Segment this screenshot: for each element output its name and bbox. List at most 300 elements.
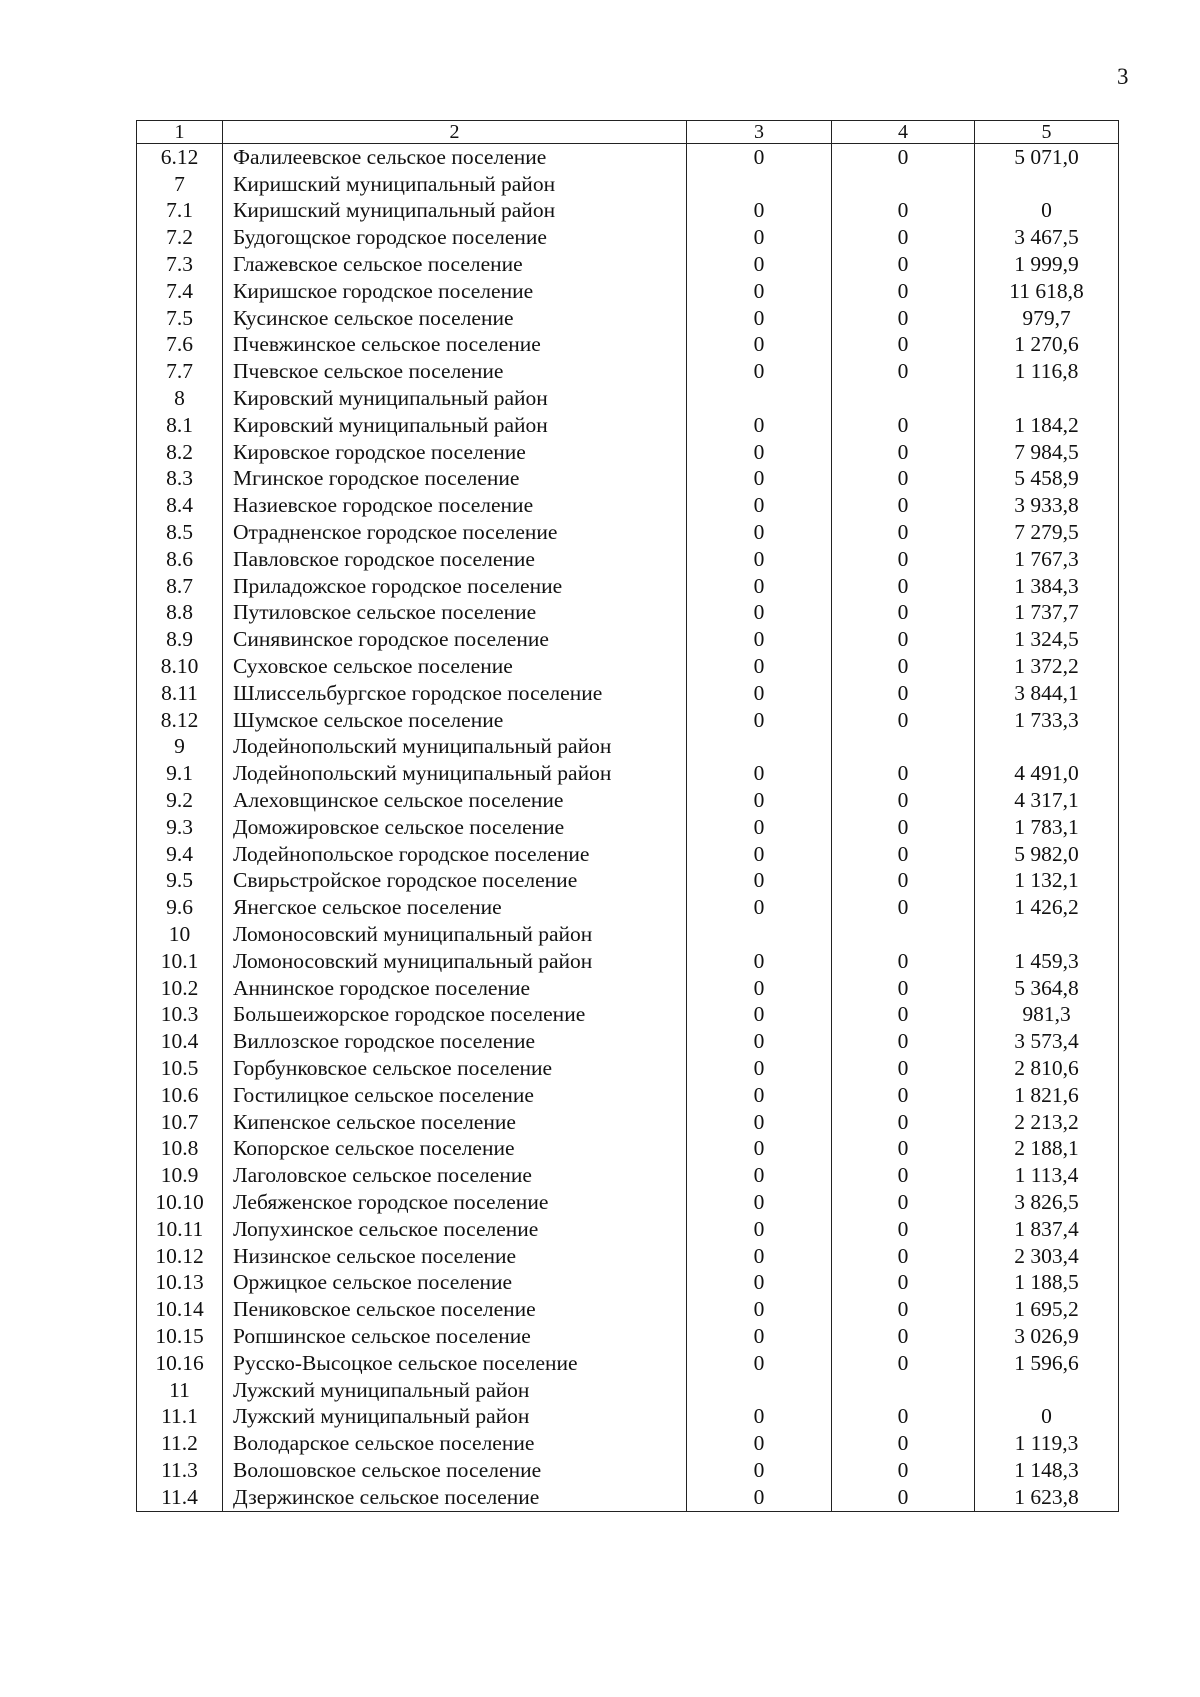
col4-cell: 0: [832, 546, 975, 573]
table-row: [137, 466, 1119, 493]
name-cell: Шлиссельбургское городское поселение: [223, 680, 687, 707]
table-row: [137, 198, 1119, 225]
col5-cell: 3 026,9: [975, 1323, 1119, 1350]
name-cell: Гостилицкое сельское поселение: [223, 1082, 687, 1109]
col5-cell: 1 426,2: [975, 894, 1119, 921]
name-cell: Лужский муниципальный район: [223, 1377, 687, 1404]
name-cell: Ломоносовский муниципальный район: [223, 921, 687, 948]
row-number-cell: 11: [137, 1377, 223, 1404]
header-cell-1: 1: [137, 121, 223, 144]
row-number-cell: 10.16: [137, 1350, 223, 1377]
col3-cell: 0: [687, 1269, 832, 1296]
name-cell: Володарское сельское поселение: [223, 1430, 687, 1457]
table-row: [137, 1028, 1119, 1055]
table-row: [137, 1350, 1119, 1377]
col3-cell: [687, 385, 832, 412]
table-row: [137, 894, 1119, 921]
col5-cell: 1 737,7: [975, 600, 1119, 627]
col5-cell: 11 618,8: [975, 278, 1119, 305]
row-number-cell: 8.4: [137, 492, 223, 519]
row-number-cell: 10.14: [137, 1296, 223, 1323]
col4-cell: 0: [832, 600, 975, 627]
row-number-cell: 8.12: [137, 707, 223, 734]
row-number-cell: 6.12: [137, 144, 223, 171]
name-cell: Пчевское сельское поселение: [223, 358, 687, 385]
col3-cell: 0: [687, 653, 832, 680]
name-cell: Ропшинское сельское поселение: [223, 1323, 687, 1350]
col5-cell: 5 458,9: [975, 466, 1119, 493]
col3-cell: 0: [687, 573, 832, 600]
col3-cell: 0: [687, 251, 832, 278]
col4-cell: 0: [832, 198, 975, 225]
name-cell: Свирьстройское городское поселение: [223, 868, 687, 895]
row-number-cell: 10.4: [137, 1028, 223, 1055]
col3-cell: 0: [687, 546, 832, 573]
row-number-cell: 11.2: [137, 1430, 223, 1457]
name-cell: Кусинское сельское поселение: [223, 305, 687, 332]
col5-cell: [975, 171, 1119, 198]
row-number-cell: 10.11: [137, 1216, 223, 1243]
table-row: [137, 332, 1119, 359]
row-number-cell: 10.6: [137, 1082, 223, 1109]
table-row: [137, 519, 1119, 546]
col5-cell: 981,3: [975, 1002, 1119, 1029]
col5-cell: 1 733,3: [975, 707, 1119, 734]
col5-cell: 3 844,1: [975, 680, 1119, 707]
name-cell: Виллозское городское поселение: [223, 1028, 687, 1055]
col3-cell: 0: [687, 1296, 832, 1323]
col5-cell: 1 695,2: [975, 1296, 1119, 1323]
table-row: [137, 144, 1119, 171]
row-number-cell: 7.1: [137, 198, 223, 225]
name-cell: Лебяженское городское поселение: [223, 1189, 687, 1216]
col3-cell: 0: [687, 868, 832, 895]
col3-cell: 0: [687, 948, 832, 975]
row-number-cell: 11.4: [137, 1484, 223, 1511]
col3-cell: 0: [687, 412, 832, 439]
name-cell: Лопухинское сельское поселение: [223, 1216, 687, 1243]
table-row: [137, 707, 1119, 734]
table-row: [137, 975, 1119, 1002]
col4-cell: 0: [832, 653, 975, 680]
name-cell: Дзержинское сельское поселение: [223, 1484, 687, 1511]
row-number-cell: 9: [137, 734, 223, 761]
row-number-cell: 10.9: [137, 1162, 223, 1189]
col3-cell: [687, 171, 832, 198]
row-number-cell: 8.11: [137, 680, 223, 707]
col3-cell: 0: [687, 1216, 832, 1243]
table-row: [137, 626, 1119, 653]
col5-cell: 1 132,1: [975, 868, 1119, 895]
col4-cell: 0: [832, 1243, 975, 1270]
col5-cell: 0: [975, 198, 1119, 225]
row-number-cell: 8.7: [137, 573, 223, 600]
col5-cell: 1 783,1: [975, 814, 1119, 841]
col3-cell: 0: [687, 600, 832, 627]
row-number-cell: 9.4: [137, 841, 223, 868]
col5-cell: 1 113,4: [975, 1162, 1119, 1189]
col3-cell: 0: [687, 841, 832, 868]
table-row: [137, 1055, 1119, 1082]
name-cell: Мгинское городское поселение: [223, 466, 687, 493]
row-number-cell: 8.10: [137, 653, 223, 680]
col3-cell: 0: [687, 278, 832, 305]
name-cell: Алеховщинское сельское поселение: [223, 787, 687, 814]
row-number-cell: 8.3: [137, 466, 223, 493]
col4-cell: [832, 171, 975, 198]
col4-cell: 0: [832, 1135, 975, 1162]
col5-cell: 1 384,3: [975, 573, 1119, 600]
name-cell: Кировский муниципальный район: [223, 412, 687, 439]
col5-cell: 1 999,9: [975, 251, 1119, 278]
table-row: [137, 385, 1119, 412]
header-cell-4: 4: [832, 121, 975, 144]
table-row: [137, 171, 1119, 198]
name-cell: Лодейнопольский муниципальный район: [223, 734, 687, 761]
table-row: [137, 814, 1119, 841]
table-row: [137, 439, 1119, 466]
col3-cell: 0: [687, 224, 832, 251]
col5-cell: 1 188,5: [975, 1269, 1119, 1296]
table-row: [137, 1082, 1119, 1109]
col3-cell: 0: [687, 1109, 832, 1136]
table-row: [137, 1135, 1119, 1162]
table-row: [137, 760, 1119, 787]
col3-cell: 0: [687, 975, 832, 1002]
row-number-cell: 10.15: [137, 1323, 223, 1350]
table-row: [137, 600, 1119, 627]
col5-cell: 3 826,5: [975, 1189, 1119, 1216]
name-cell: Путиловское сельское поселение: [223, 600, 687, 627]
col5-cell: 3 573,4: [975, 1028, 1119, 1055]
col5-cell: 2 303,4: [975, 1243, 1119, 1270]
name-cell: Лаголовское сельское поселение: [223, 1162, 687, 1189]
name-cell: Будогощское городское поселение: [223, 224, 687, 251]
row-number-cell: 10: [137, 921, 223, 948]
table-row: [137, 573, 1119, 600]
col5-cell: 0: [975, 1403, 1119, 1430]
name-cell: Пчевжинское сельское поселение: [223, 332, 687, 359]
col3-cell: 0: [687, 1135, 832, 1162]
table-row: [137, 1189, 1119, 1216]
col5-cell: [975, 385, 1119, 412]
col4-cell: [832, 921, 975, 948]
name-cell: Приладожское городское поселение: [223, 573, 687, 600]
col4-cell: 0: [832, 358, 975, 385]
col5-cell: [975, 734, 1119, 761]
col4-cell: 0: [832, 332, 975, 359]
name-cell: Павловское городское поселение: [223, 546, 687, 573]
col4-cell: 0: [832, 1162, 975, 1189]
table-row: [137, 1296, 1119, 1323]
row-number-cell: 7.5: [137, 305, 223, 332]
name-cell: Фалилеевское сельское поселение: [223, 144, 687, 171]
table-row: [137, 948, 1119, 975]
col4-cell: 0: [832, 519, 975, 546]
col5-cell: 1 119,3: [975, 1430, 1119, 1457]
name-cell: Суховское сельское поселение: [223, 653, 687, 680]
name-cell: Лодейнопольское городское поселение: [223, 841, 687, 868]
col4-cell: 0: [832, 278, 975, 305]
col4-cell: 0: [832, 1002, 975, 1029]
row-number-cell: 8.8: [137, 600, 223, 627]
row-number-cell: 9.6: [137, 894, 223, 921]
col4-cell: 0: [832, 760, 975, 787]
col4-cell: [832, 385, 975, 412]
col3-cell: 0: [687, 1430, 832, 1457]
col4-cell: 0: [832, 144, 975, 171]
table-row: [137, 278, 1119, 305]
name-cell: Ломоносовский муниципальный район: [223, 948, 687, 975]
col4-cell: 0: [832, 573, 975, 600]
col4-cell: 0: [832, 1189, 975, 1216]
name-cell: Кипенское сельское поселение: [223, 1109, 687, 1136]
table-row: [137, 921, 1119, 948]
col4-cell: 0: [832, 1296, 975, 1323]
row-number-cell: 11.1: [137, 1403, 223, 1430]
header-cell-2: 2: [223, 121, 687, 144]
row-number-cell: 10.13: [137, 1269, 223, 1296]
col5-cell: [975, 1377, 1119, 1404]
table-row: [137, 546, 1119, 573]
col5-cell: 7 984,5: [975, 439, 1119, 466]
col4-cell: 0: [832, 1350, 975, 1377]
col3-cell: 0: [687, 332, 832, 359]
col4-cell: 0: [832, 948, 975, 975]
name-cell: Горбунковское сельское поселение: [223, 1055, 687, 1082]
row-number-cell: 8.2: [137, 439, 223, 466]
name-cell: Шумское сельское поселение: [223, 707, 687, 734]
col4-cell: 0: [832, 841, 975, 868]
table-row: [137, 841, 1119, 868]
col4-cell: 0: [832, 1109, 975, 1136]
name-cell: Доможировское сельское поселение: [223, 814, 687, 841]
table-row: [137, 868, 1119, 895]
col5-cell: 3 933,8: [975, 492, 1119, 519]
table-row: [137, 1430, 1119, 1457]
row-number-cell: 8.5: [137, 519, 223, 546]
row-number-cell: 8.1: [137, 412, 223, 439]
col5-cell: 2 213,2: [975, 1109, 1119, 1136]
col3-cell: 0: [687, 1403, 832, 1430]
col5-cell: 979,7: [975, 305, 1119, 332]
page-number: 3: [1117, 64, 1129, 89]
col5-cell: 1 148,3: [975, 1457, 1119, 1484]
col3-cell: 0: [687, 1162, 832, 1189]
col5-cell: 1 623,8: [975, 1484, 1119, 1511]
col3-cell: 0: [687, 1243, 832, 1270]
row-number-cell: 10.7: [137, 1109, 223, 1136]
table-row: [137, 1162, 1119, 1189]
col3-cell: 0: [687, 1082, 832, 1109]
row-number-cell: 9.2: [137, 787, 223, 814]
row-number-cell: 9.1: [137, 760, 223, 787]
col5-cell: 5 071,0: [975, 144, 1119, 171]
table-row: [137, 251, 1119, 278]
row-number-cell: 10.12: [137, 1243, 223, 1270]
col3-cell: 0: [687, 358, 832, 385]
name-cell: Киришский муниципальный район: [223, 171, 687, 198]
name-cell: Лодейнопольский муниципальный район: [223, 760, 687, 787]
name-cell: Оржицкое сельское поселение: [223, 1269, 687, 1296]
header-cell-3: 3: [687, 121, 832, 144]
col4-cell: [832, 734, 975, 761]
row-number-cell: 11.3: [137, 1457, 223, 1484]
col5-cell: 4 491,0: [975, 760, 1119, 787]
name-cell: Волошовское сельское поселение: [223, 1457, 687, 1484]
header-cell-5: 5: [975, 121, 1119, 144]
data-table: [136, 120, 1119, 1512]
name-cell: Назиевское городское поселение: [223, 492, 687, 519]
table-row: [137, 1323, 1119, 1350]
col5-cell: 1 372,2: [975, 653, 1119, 680]
header-row: [137, 121, 1119, 144]
row-number-cell: 10.2: [137, 975, 223, 1002]
col4-cell: 0: [832, 894, 975, 921]
col3-cell: 0: [687, 787, 832, 814]
table-row: [137, 1002, 1119, 1029]
name-cell: Синявинское городское поселение: [223, 626, 687, 653]
col4-cell: 0: [832, 626, 975, 653]
row-number-cell: 8: [137, 385, 223, 412]
col5-cell: 2 810,6: [975, 1055, 1119, 1082]
row-number-cell: 10.3: [137, 1002, 223, 1029]
col3-cell: 0: [687, 707, 832, 734]
col4-cell: 0: [832, 224, 975, 251]
col4-cell: 0: [832, 1484, 975, 1511]
col4-cell: 0: [832, 680, 975, 707]
col5-cell: 1 324,5: [975, 626, 1119, 653]
table-row: [137, 305, 1119, 332]
table-row: [137, 1269, 1119, 1296]
name-cell: Лужский муниципальный район: [223, 1403, 687, 1430]
col3-cell: 0: [687, 1457, 832, 1484]
name-cell: Глажевское сельское поселение: [223, 251, 687, 278]
table-row: [137, 653, 1119, 680]
name-cell: Большеижорское городское поселение: [223, 1002, 687, 1029]
row-number-cell: 7.6: [137, 332, 223, 359]
col3-cell: 0: [687, 1028, 832, 1055]
col3-cell: 0: [687, 144, 832, 171]
col5-cell: 5 982,0: [975, 841, 1119, 868]
name-cell: Аннинское городское поселение: [223, 975, 687, 1002]
row-number-cell: 9.5: [137, 868, 223, 895]
row-number-cell: 7: [137, 171, 223, 198]
col5-cell: 1 767,3: [975, 546, 1119, 573]
col3-cell: 0: [687, 1189, 832, 1216]
col4-cell: 0: [832, 975, 975, 1002]
col3-cell: 0: [687, 1323, 832, 1350]
col4-cell: 0: [832, 787, 975, 814]
name-cell: Киришское городское поселение: [223, 278, 687, 305]
table-row: [137, 680, 1119, 707]
row-number-cell: 7.2: [137, 224, 223, 251]
col5-cell: [975, 921, 1119, 948]
name-cell: Киришский муниципальный район: [223, 198, 687, 225]
col5-cell: 5 364,8: [975, 975, 1119, 1002]
table-row: [137, 358, 1119, 385]
col3-cell: 0: [687, 894, 832, 921]
col4-cell: 0: [832, 1269, 975, 1296]
row-number-cell: 10.10: [137, 1189, 223, 1216]
col5-cell: 7 279,5: [975, 519, 1119, 546]
col4-cell: 0: [832, 1457, 975, 1484]
row-number-cell: 10.5: [137, 1055, 223, 1082]
table-row: [137, 734, 1119, 761]
row-number-cell: 10.1: [137, 948, 223, 975]
col5-cell: 2 188,1: [975, 1135, 1119, 1162]
col5-cell: 1 821,6: [975, 1082, 1119, 1109]
row-number-cell: 7.7: [137, 358, 223, 385]
col3-cell: 0: [687, 1350, 832, 1377]
row-number-cell: 10.8: [137, 1135, 223, 1162]
col4-cell: 0: [832, 251, 975, 278]
col3-cell: 0: [687, 814, 832, 841]
col4-cell: 0: [832, 1082, 975, 1109]
col4-cell: 0: [832, 1430, 975, 1457]
table-row: [137, 492, 1119, 519]
col4-cell: 0: [832, 412, 975, 439]
table-row: [137, 1109, 1119, 1136]
col4-cell: 0: [832, 1403, 975, 1430]
name-cell: Янегское сельское поселение: [223, 894, 687, 921]
col3-cell: 0: [687, 680, 832, 707]
row-number-cell: 8.9: [137, 626, 223, 653]
col4-cell: 0: [832, 1216, 975, 1243]
col4-cell: 0: [832, 1323, 975, 1350]
table-row: [137, 1403, 1119, 1430]
col5-cell: 1 116,8: [975, 358, 1119, 385]
col4-cell: 0: [832, 707, 975, 734]
row-number-cell: 7.3: [137, 251, 223, 278]
col4-cell: 0: [832, 868, 975, 895]
row-number-cell: 8.6: [137, 546, 223, 573]
name-cell: Кировский муниципальный район: [223, 385, 687, 412]
col4-cell: 0: [832, 305, 975, 332]
table-row: [137, 787, 1119, 814]
col5-cell: 1 837,4: [975, 1216, 1119, 1243]
name-cell: Копорское сельское поселение: [223, 1135, 687, 1162]
col3-cell: 0: [687, 492, 832, 519]
table-row: [137, 1377, 1119, 1404]
col3-cell: [687, 921, 832, 948]
col3-cell: 0: [687, 305, 832, 332]
col3-cell: 0: [687, 1055, 832, 1082]
col3-cell: 0: [687, 519, 832, 546]
col3-cell: 0: [687, 198, 832, 225]
col4-cell: 0: [832, 492, 975, 519]
table-row: [137, 1457, 1119, 1484]
table-row: [137, 224, 1119, 251]
name-cell: Кировское городское поселение: [223, 439, 687, 466]
col5-cell: 1 596,6: [975, 1350, 1119, 1377]
name-cell: Русско-Высоцкое сельское поселение: [223, 1350, 687, 1377]
col3-cell: 0: [687, 1002, 832, 1029]
row-number-cell: 9.3: [137, 814, 223, 841]
col5-cell: 1 270,6: [975, 332, 1119, 359]
name-cell: Отрадненское городское поселение: [223, 519, 687, 546]
col4-cell: 0: [832, 439, 975, 466]
name-cell: Низинское сельское поселение: [223, 1243, 687, 1270]
col5-cell: 1 184,2: [975, 412, 1119, 439]
col3-cell: 0: [687, 760, 832, 787]
col3-cell: 0: [687, 466, 832, 493]
col4-cell: 0: [832, 1028, 975, 1055]
col4-cell: 0: [832, 814, 975, 841]
col4-cell: [832, 1377, 975, 1404]
name-cell: Пениковское сельское поселение: [223, 1296, 687, 1323]
table-row: [137, 412, 1119, 439]
